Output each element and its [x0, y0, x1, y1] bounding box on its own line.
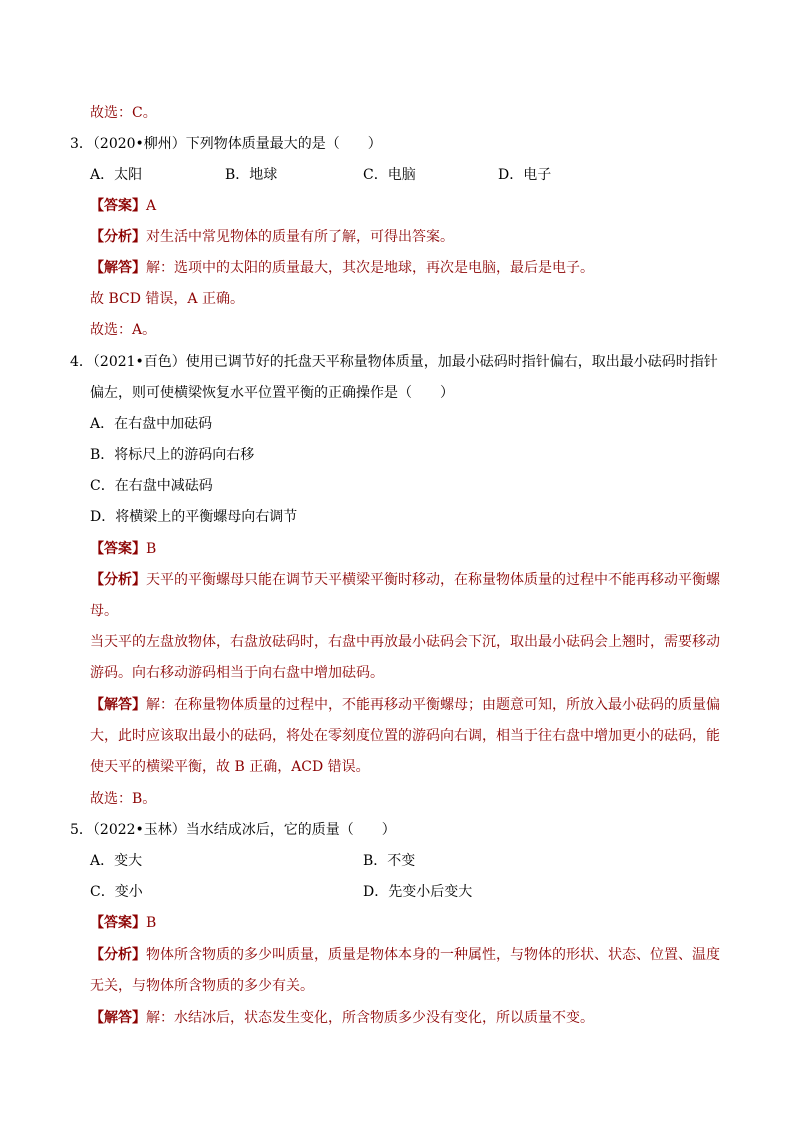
answer-line — [90, 196, 156, 216]
solution-line: 大，此时应该取出最小的砝码，将处在零刻度位置的游码向右调，相当于往右盘中增加更小的砝码，能 — [90, 728, 720, 744]
option-d: D．先变小后变大 — [363, 884, 473, 900]
analysis-line — [90, 227, 454, 247]
question-4 — [70, 352, 718, 372]
conclusion-text: 故选：A。 — [90, 322, 157, 338]
solution-tag: 【解答】 — [90, 260, 146, 276]
option-d: D．将横梁上的平衡螺母向右调节 — [90, 509, 298, 525]
question-number: 5． — [70, 822, 93, 838]
analysis-text: 对生活中常见物体的质量有所了解，可得出答案。 — [146, 229, 454, 245]
analysis-line: 母。 — [90, 603, 118, 619]
analysis-text: 物体所含物质的多少叫质量，质量是物体本身的一种属性，与物体的形状、状态、位置、温度 — [146, 947, 720, 963]
question-5 — [70, 820, 396, 840]
analysis-tag: 【分析】 — [90, 229, 146, 245]
option-a: A．变大 — [90, 853, 143, 869]
answer-value: B — [146, 541, 157, 557]
solution-line — [90, 258, 594, 278]
answer-value: B — [146, 915, 157, 931]
question-stem: （2020•柳州）下列物体质量最大的是（ ） — [92, 136, 382, 152]
solution-tag: 【解答】 — [90, 697, 146, 713]
option-b: B．不变 — [363, 853, 416, 869]
analysis-line — [90, 570, 720, 590]
answer-tag: 【答案】 — [90, 915, 146, 931]
option-b: B．地球 — [225, 167, 278, 183]
answer-line — [90, 913, 156, 933]
question-number: 3． — [70, 136, 93, 152]
solution-text: 解：选项中的太阳的质量最大，其次是地球，再次是电脑，最后是电子。 — [146, 260, 594, 276]
analysis-line — [90, 945, 720, 965]
answer-tag: 【答案】 — [90, 541, 146, 557]
conclusion-text: 故选：B。 — [90, 791, 157, 807]
solution-line — [90, 695, 720, 715]
question-stem: 偏左，则可使横梁恢复水平位置平衡的正确操作是（ ） — [90, 385, 454, 401]
solution-text: 解：水结冰后，状态发生变化，所含物质多少没有变化，所以质量不变。 — [146, 1010, 594, 1026]
analysis-text: 天平的平衡螺母只能在调节天平横梁平衡时移动，在称量物体质量的过程中不能再移动平衡螺 — [146, 572, 720, 588]
option-c: C．在右盘中减砝码 — [90, 478, 213, 494]
analysis-line: 游码。向右移动游码相当于向右盘中增加砝码。 — [90, 665, 384, 681]
question-3 — [70, 134, 382, 154]
answer-tag: 【答案】 — [90, 198, 146, 214]
option-a: A．在右盘中加砝码 — [90, 416, 213, 432]
option-d: D．电子 — [498, 167, 552, 183]
option-c: C．变小 — [90, 884, 143, 900]
analysis-tag: 【分析】 — [90, 572, 146, 588]
analysis-line: 当天平的左盘放物体，右盘放砝码时，右盘中再放最小砝码会下沉，取出最小砝码会上翘时，需要移动 — [90, 634, 720, 650]
option-b: B．将标尺上的游码向右移 — [90, 447, 255, 463]
answer-line — [90, 539, 156, 559]
option-a: A．太阳 — [90, 167, 143, 183]
question-number: 4． — [70, 354, 93, 370]
answer-value: A — [146, 198, 157, 214]
option-c: C．电脑 — [363, 167, 416, 183]
analysis-line: 无关，与物体所含物质的多少有关。 — [90, 978, 314, 994]
question-stem: （2021•百色）使用已调节好的托盘天平称量物体质量，加最小砝码时指针偏右，取出最小砝码时指针 — [92, 354, 718, 370]
solution-line — [90, 1008, 594, 1028]
conclusion-text: 故选：C。 — [90, 105, 157, 121]
solution-line: 故 BCD 错误，A 正确。 — [90, 291, 244, 307]
analysis-tag: 【分析】 — [90, 947, 146, 963]
solution-text: 解：在称量物体质量的过程中，不能再移动平衡螺母；由题意可知，所放入最小砝码的质量偏 — [146, 697, 720, 713]
solution-line: 使天平的横梁平衡，故 B 正确，ACD 错误。 — [90, 759, 370, 775]
question-stem: （2022•玉林）当水结成冰后，它的质量（ ） — [92, 822, 396, 838]
solution-tag: 【解答】 — [90, 1010, 146, 1026]
